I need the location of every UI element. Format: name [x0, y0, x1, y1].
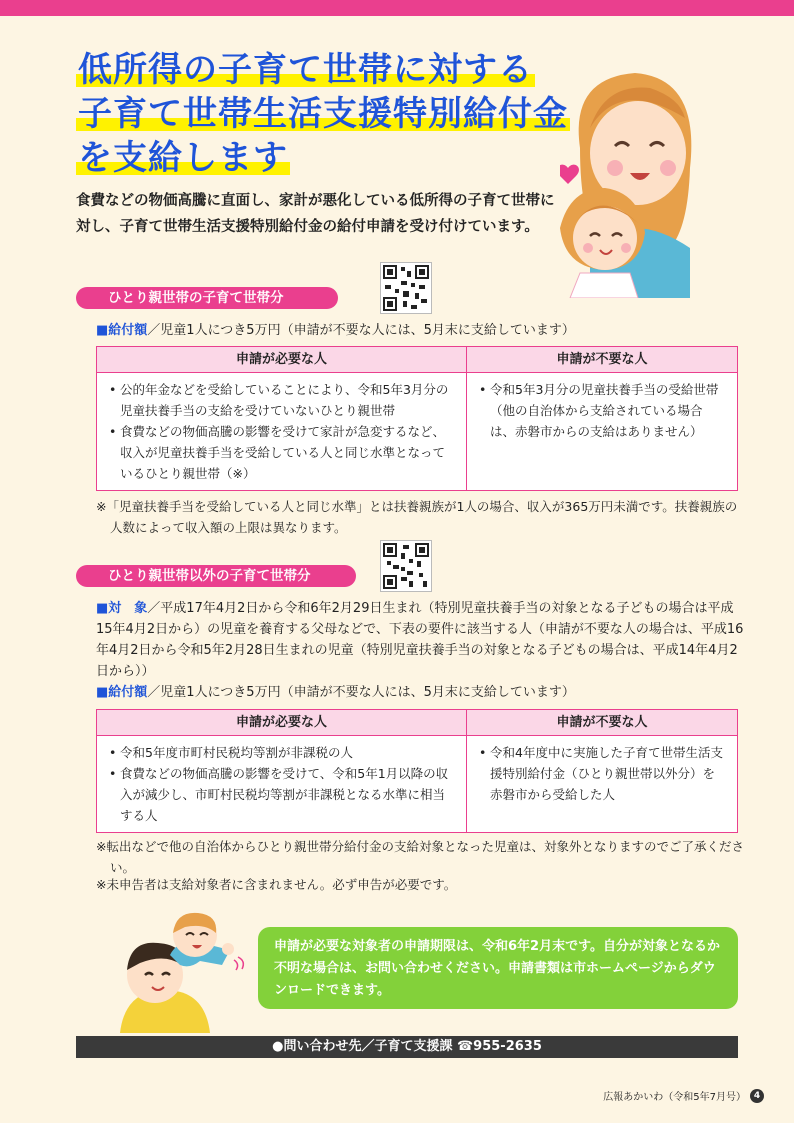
list-item: • 食費などの物価高騰の影響を受けて家計が急変するなど、収入が児童扶養手当を受給している人と同じ水準となっているひとり親世帯（※） [109, 421, 456, 484]
list-item: • 食費などの物価高騰の影響を受けて、令和5年1月以降の収入が減少し、市町村民税均等割が非課税となる水準に相当する人 [109, 763, 456, 826]
page-footer [603, 1088, 764, 1103]
note-transfer: ※転出などで他の自治体からひとり親世帯分給付金の支給対象となった児童は、対象外となりますのでご了承ください。 [96, 839, 744, 875]
eligibility-table-2 [96, 709, 738, 833]
amount-line-1 [96, 320, 575, 341]
col-header-not-required: 申請が不要な人 [467, 347, 737, 373]
list-item: • 令和4年度中に実施した子育て世帯生活支援特別給付金（ひとり親世帯以外分）を赤磐市から受給した人 [479, 742, 727, 805]
target-text: ／平成17年4月2日から令和6年2月29日生まれ（特別児童扶養手当の対象となる子どもの場合は平成15年4月2日から）の児童を養育する父母などで、下表の要件に該当する人（申請が不要な人の場合は、平成16年4月2日から令和5年2月28日生まれの児童（特別児童扶養手当の対象となる子どもの場合は、平成14年4月2日から）） [96, 601, 744, 679]
title-line-3: を支給します [78, 138, 288, 178]
top-color-bar [0, 0, 794, 16]
contact-bar: ●問い合わせ先／子育て支援課 ☎955-2635 [76, 1036, 738, 1058]
publication-name: 広報あかいわ（令和5年7月号） [603, 1092, 746, 1103]
application-notice-box: 申請が必要な対象者の申請期限は、令和6年2月末です。自分が対象となるか不明な場合は、お問い合わせください。申請書類は市ホームページからダウンロードできます。 [258, 927, 738, 1009]
title-line-2: 子育て世帯生活支援特別給付金 [78, 94, 568, 134]
qr-code-icon [381, 263, 431, 313]
title-line-1: 低所得の子育て世帯に対する [78, 50, 533, 90]
mother-child-illustration [560, 58, 700, 298]
col-header-not-required: 申請が不要な人 [467, 710, 737, 736]
target-description [96, 598, 746, 682]
qr-code-1[interactable] [380, 262, 432, 314]
table-header-row [97, 710, 737, 736]
page-number: 4 [750, 1089, 764, 1103]
qr-code-icon [381, 541, 431, 591]
col-header-required: 申請が必要な人 [97, 347, 467, 373]
section-tab-single-parent: ひとり親世帯の子育て世帯分 [76, 287, 338, 309]
amount-text-2: ／児童1人につき5万円（申請が不要な人には、5月末に支給しています） [147, 685, 575, 700]
table-header-row [97, 347, 737, 373]
col-header-required: 申請が必要な人 [97, 710, 467, 736]
amount-label-1: ■給付額 [96, 323, 148, 338]
amount-line-2 [96, 682, 575, 703]
qr-code-2[interactable] [380, 540, 432, 592]
page-title [76, 48, 570, 180]
section-tab-other-households: ひとり親世帯以外の子育て世帯分 [76, 565, 356, 587]
table-body-row [97, 736, 737, 832]
amount-label-2: ■給付額 [96, 685, 148, 700]
list-item: • 令和5年度市町村民税均等割が非課税の人 [109, 742, 456, 763]
list-item: • 公的年金などを受給していることにより、令和5年3月分の児童扶養手当の支給を受けていないひとり親世帯 [109, 379, 456, 421]
target-label: ■対 象 [96, 601, 148, 616]
list-item: • 令和5年3月分の児童扶養手当の受給世帯（他の自治体から支給されている場合は、赤磐市からの支給はありません） [479, 379, 727, 442]
note-income-standard: ※「児童扶養手当を受給している人と同じ水準」とは扶養親族が1人の場合、収入が365万円未満です。扶養親族の人数によって収入額の上限は異なります。 [96, 499, 738, 535]
note-undeclared: ※未申告者は支給対象者に含まれません。必ず申告が必要です。 [96, 877, 457, 892]
father-child-illustration [110, 905, 250, 1033]
amount-text-1: ／児童1人につき5万円（申請が不要な人には、5月末に支給しています） [147, 323, 575, 338]
eligibility-table-1 [96, 346, 738, 491]
table-body-row [97, 373, 737, 490]
intro-text: 食費などの物価高騰に直面し、家計が悪化している低所得の子育て世帯に対し、子育て世帯生活支援特別給付金の給付申請を受け付けています。 [76, 193, 555, 235]
